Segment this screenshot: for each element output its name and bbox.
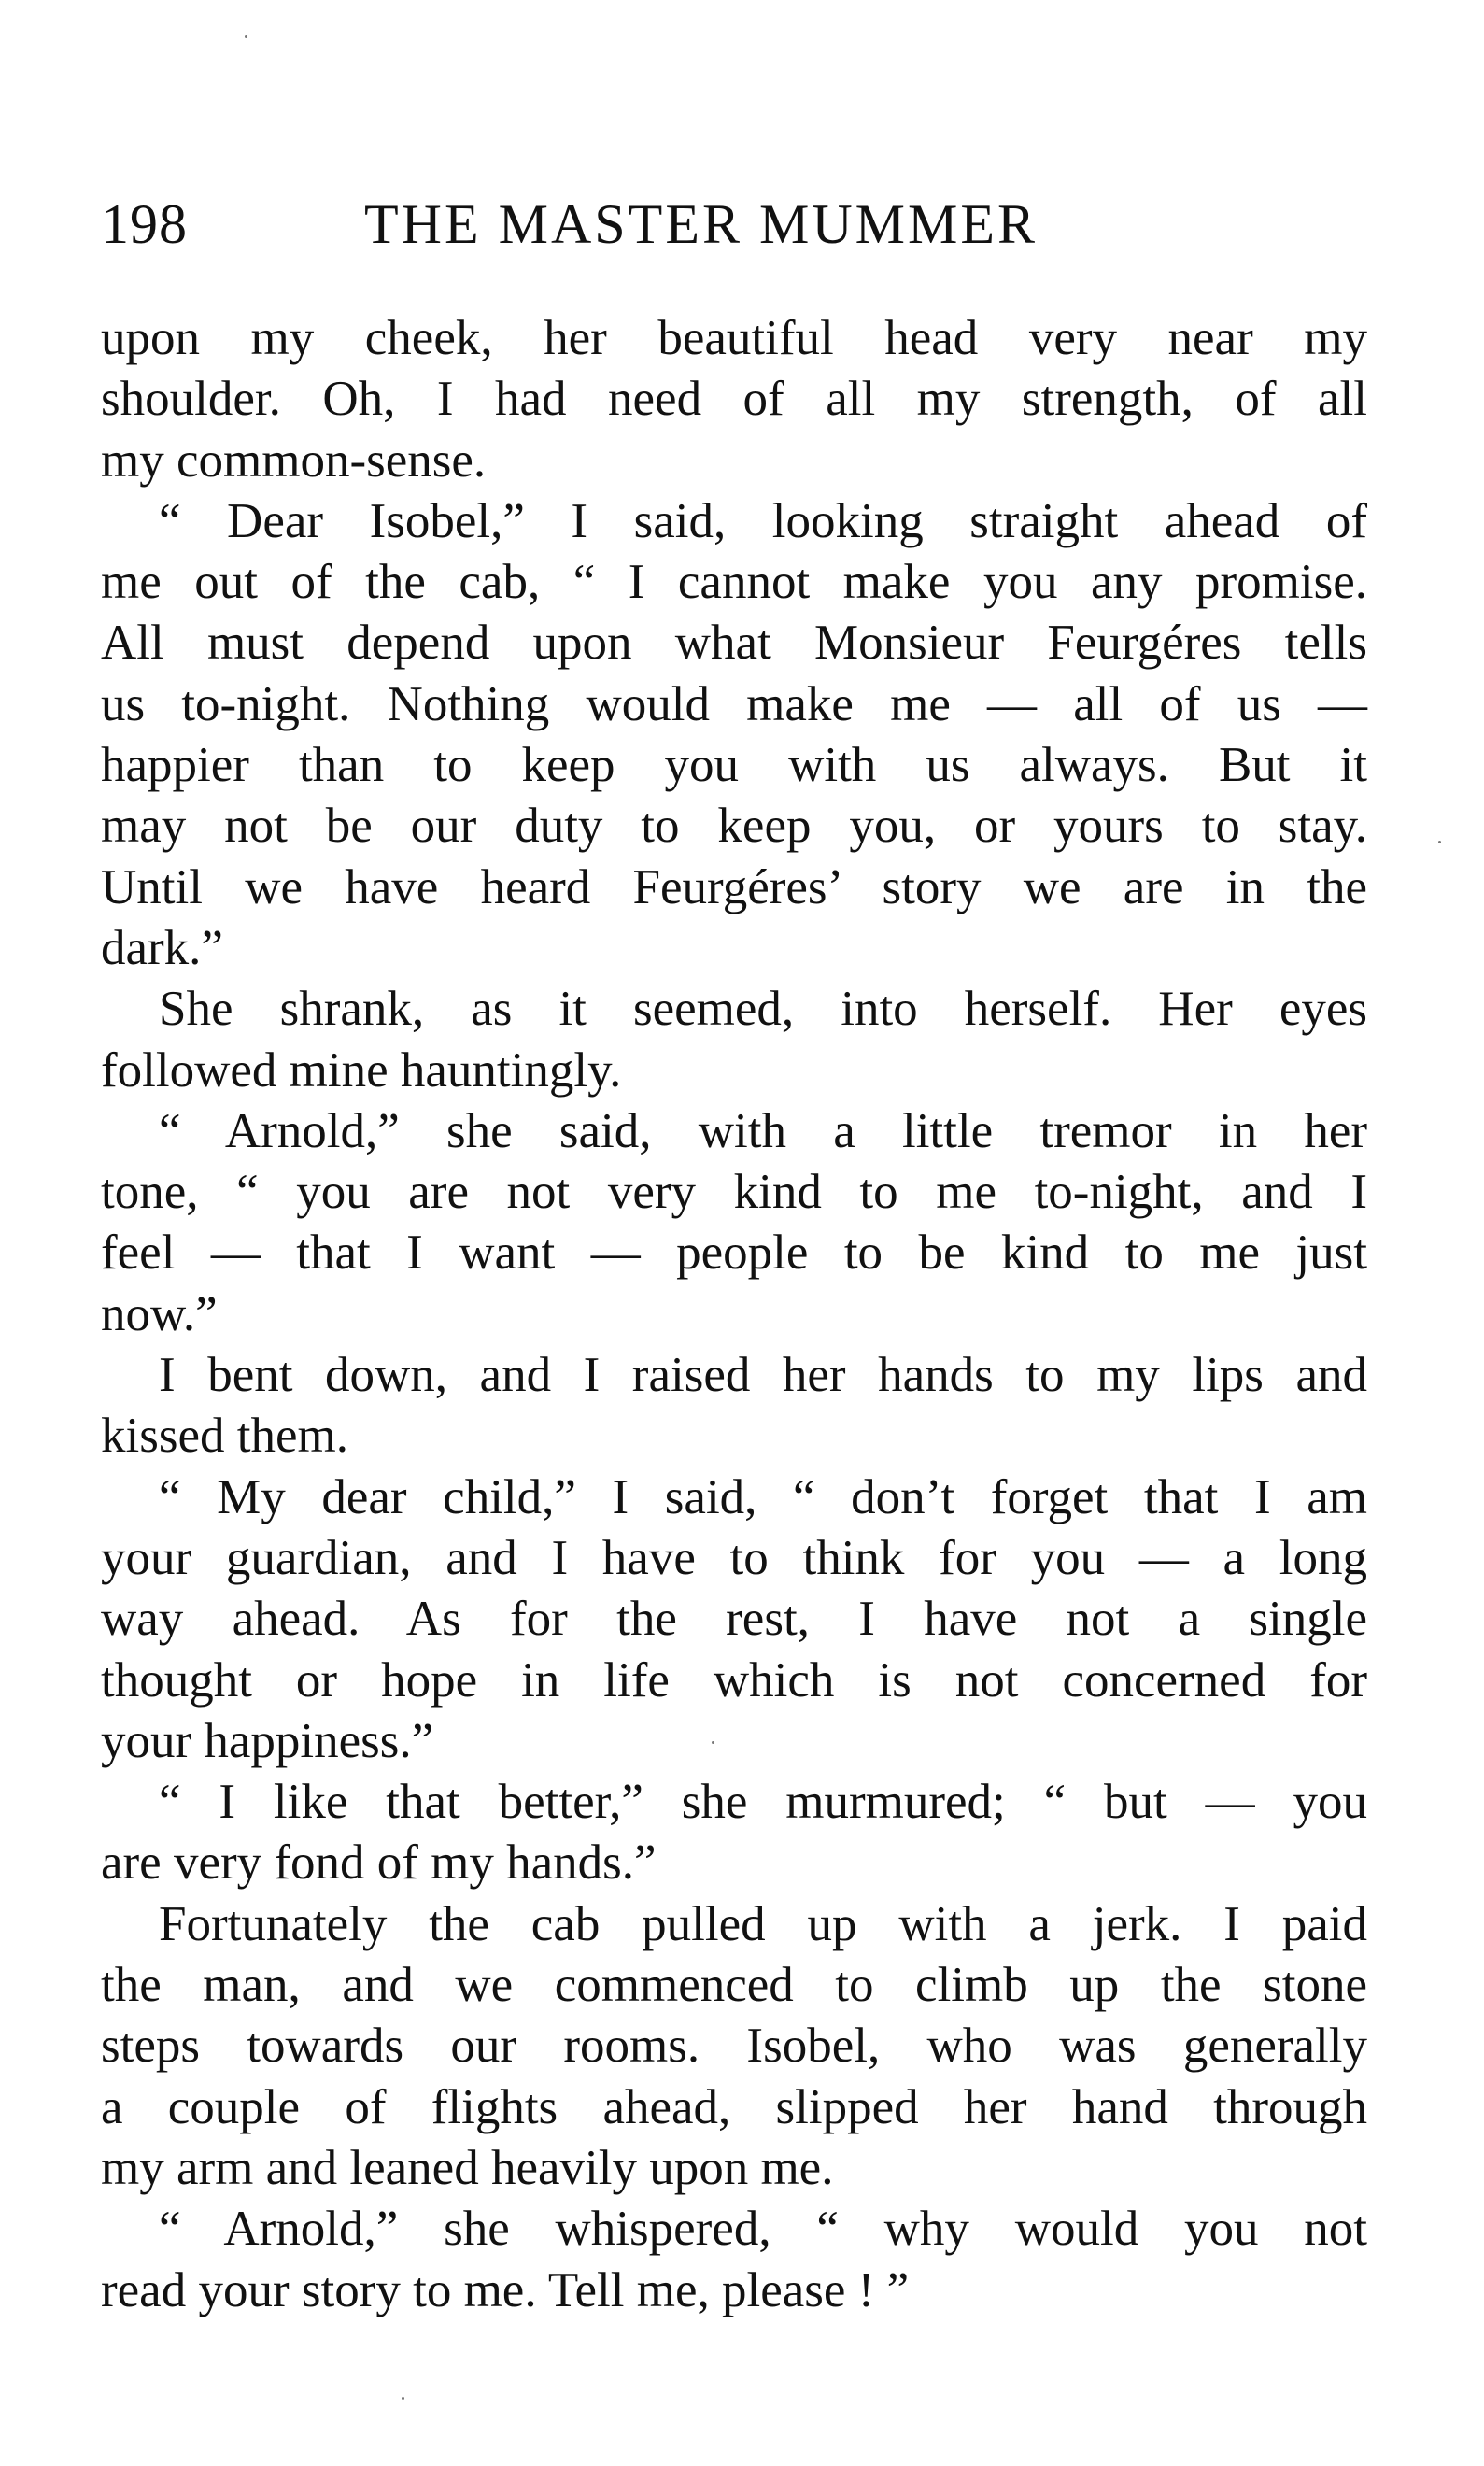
scan-speck <box>1438 841 1441 843</box>
text-line: may not be our duty to keep you, or yours to stay. <box>101 799 1367 854</box>
scan-speck <box>245 35 247 38</box>
text-line: followed mine hauntingly. <box>101 1042 622 1098</box>
text-line: my common-sense. <box>101 432 487 488</box>
text-line: the man, and we commenced to climb up the stone <box>101 1958 1367 2013</box>
text-line: way ahead. As for the rest, I have not a single <box>101 1592 1367 1647</box>
text-line: dark.” <box>101 920 223 975</box>
text-line: now.” <box>101 1286 218 1341</box>
text-line: kissed them. <box>101 1409 348 1464</box>
text-line: thought or hope in life which is not concerned for <box>101 1652 1367 1708</box>
text-line: are very fond of my hands.” <box>101 1835 657 1891</box>
text-line: “ I like that better,” she murmured; “ but — you <box>159 1775 1367 1830</box>
text-line: I bent down, and I raised her hands to my lips and <box>159 1348 1367 1403</box>
text-line: steps towards our rooms. Isobel, who was generally <box>101 2019 1367 2074</box>
text-line: “ My dear child,” I said, “ don’t forget that I am <box>159 1469 1367 1524</box>
text-line: “ Arnold,” she whispered, “ why would you not <box>159 2202 1367 2257</box>
text-line: Until we have heard Feurgéres’ story we are in the <box>101 859 1367 914</box>
text-line: read your story to me. Tell me, please ! ” <box>101 2262 910 2317</box>
text-line: us to-night. Nothing would make me — all of us — <box>101 676 1367 731</box>
text-line: me out of the cab, “ I cannot make you any promise. <box>101 555 1367 610</box>
text-line: shoulder. Oh, I had need of all my strength, of all <box>101 372 1367 427</box>
running-head <box>101 187 1390 262</box>
page-number: 198 <box>101 193 188 255</box>
text-line: “ Arnold,” she said, with a little tremor in her <box>159 1103 1367 1158</box>
text-body <box>101 308 1367 2321</box>
running-title: THE MASTER MUMMER <box>364 193 1039 255</box>
text-line: a couple of flights ahead, slipped her hand through <box>101 2079 1367 2134</box>
text-line: feel — that I want — people to be kind to me just <box>101 1226 1367 1281</box>
text-line: my arm and leaned heavily upon me. <box>101 2140 834 2195</box>
text-line: upon my cheek, her beautiful head very near my <box>101 311 1367 365</box>
text-line: your happiness.” <box>101 1713 434 1768</box>
text-line: your guardian, and I have to think for you — a long <box>101 1530 1367 1585</box>
text-line: “ Dear Isobel,” I said, looking straight ahead of <box>159 493 1367 548</box>
text-line: tone, “ you are not very kind to me to-night, and I <box>101 1165 1367 1220</box>
text-line: All must depend upon what Monsieur Feurgéres tells <box>101 616 1367 671</box>
scan-speck <box>712 1741 714 1744</box>
text-line: She shrank, as it seemed, into herself. Her eyes <box>159 982 1367 1037</box>
text-line: happier than to keep you with us always. But it <box>101 738 1367 793</box>
text-line: Fortunately the cab pulled up with a jerk. I paid <box>159 1896 1367 1951</box>
scan-speck <box>402 2397 404 2400</box>
